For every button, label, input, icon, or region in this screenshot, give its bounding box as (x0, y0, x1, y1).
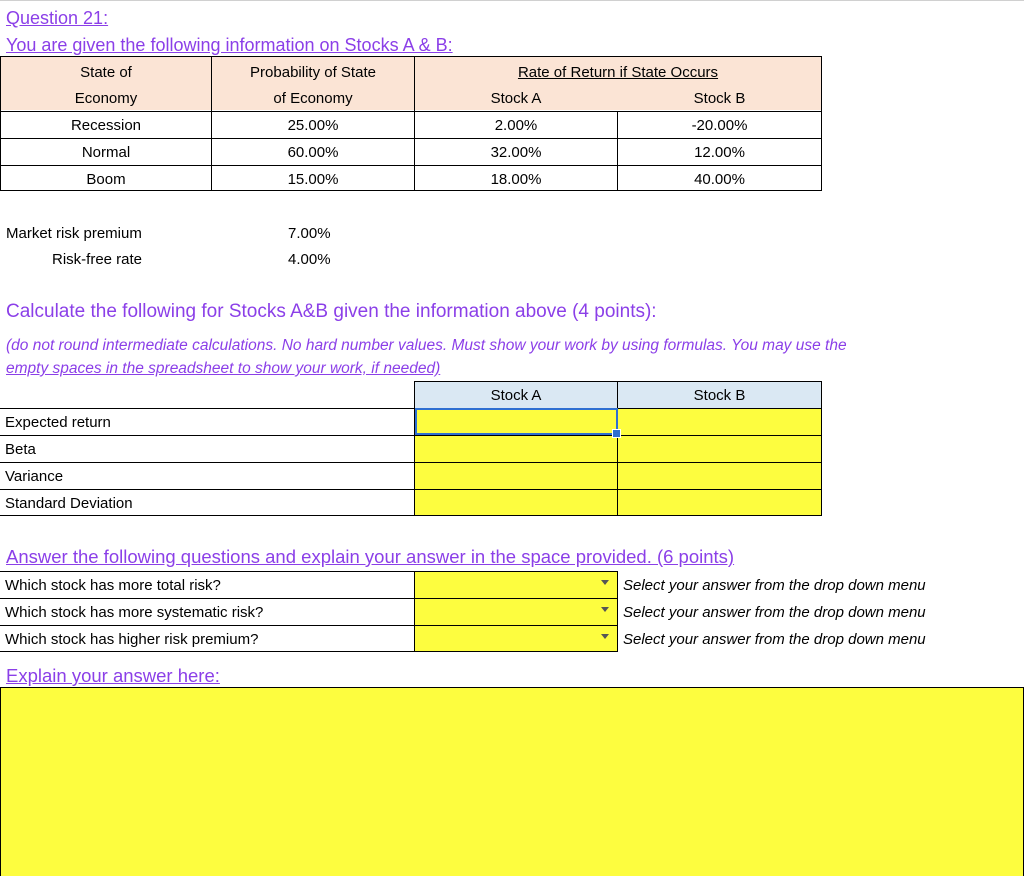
border (617, 571, 618, 652)
answer-dropdown-risk-premium[interactable] (415, 626, 617, 652)
table-cell[interactable]: -20.00% (691, 116, 748, 134)
border (211, 56, 212, 191)
explanation-textarea[interactable] (0, 687, 1024, 876)
border (821, 56, 822, 191)
border (0, 138, 822, 139)
table-cell[interactable]: Normal (81, 143, 131, 161)
border (414, 571, 415, 652)
input-beta-b[interactable] (618, 436, 821, 462)
calc-note-line1: (do not round intermediate calculations. No hard number values. Must show your work by using formulas. You may use the (6, 337, 847, 354)
input-expected-return-b[interactable] (618, 409, 821, 435)
row-label-beta: Beta (5, 440, 36, 458)
border (0, 598, 618, 599)
header-prob-line2: of Economy (273, 89, 353, 107)
header-stock-a: Stock A (490, 89, 542, 107)
header-prob-line1: Probability of State (250, 63, 376, 81)
chevron-down-icon[interactable] (601, 634, 609, 639)
border (0, 571, 618, 572)
rf-value[interactable]: 4.00% (288, 251, 331, 268)
input-std-dev-a[interactable] (415, 490, 617, 516)
fill-handle[interactable] (612, 429, 621, 438)
border (414, 381, 822, 382)
border (0, 165, 822, 166)
calc-note-line2: empty spaces in the spreadsheet to show your work, if needed) (6, 360, 441, 377)
border (821, 381, 822, 516)
table-cell[interactable]: 32.00% (490, 143, 542, 161)
explain-label: Explain your answer here: (6, 665, 220, 686)
border (0, 489, 822, 490)
table-cell[interactable]: 15.00% (287, 170, 339, 188)
questions-heading: Answer the following questions and explain your answer in the space provided. (6 points) (6, 546, 735, 567)
table-cell[interactable]: 40.00% (694, 170, 745, 188)
border (0, 111, 822, 112)
header-rate-text: Rate of Return if State Occurs (517, 63, 719, 81)
border (617, 381, 618, 516)
border (0, 56, 1, 191)
mrp-value[interactable]: 7.00% (288, 225, 331, 242)
question-text: Which stock has higher risk premium? (5, 630, 259, 648)
row-label-variance: Variance (5, 467, 64, 485)
calc-header-stock-a: Stock A (490, 386, 542, 404)
question-text: Which stock has more total risk? (5, 576, 221, 594)
table-cell[interactable]: 25.00% (287, 116, 339, 134)
header-rate (415, 59, 821, 85)
table-cell[interactable]: 2.00% (494, 116, 538, 134)
border (0, 408, 822, 409)
question-text: Which stock has more systematic risk? (5, 603, 264, 621)
row-label-std-dev: Standard Deviation (5, 494, 133, 512)
input-variance-b[interactable] (618, 463, 821, 489)
dropdown-hint: Select your answer from the drop down menu (623, 576, 926, 594)
question-title: Question 21: (6, 8, 109, 28)
calc-header-stock-b: Stock B (693, 386, 746, 404)
table-cell[interactable]: Recession (70, 116, 142, 134)
dropdown-hint: Select your answer from the drop down menu (623, 630, 926, 648)
border (0, 462, 822, 463)
border (414, 381, 415, 516)
border (0, 190, 822, 191)
table-cell[interactable]: 18.00% (490, 170, 542, 188)
header-stock-b: Stock B (693, 89, 746, 107)
chevron-down-icon[interactable] (601, 580, 609, 585)
table-cell[interactable]: 12.00% (694, 143, 745, 161)
border (0, 651, 618, 652)
input-beta-a[interactable] (415, 436, 617, 462)
row-label-expected-return: Expected return (5, 413, 111, 431)
chevron-down-icon[interactable] (601, 607, 609, 612)
mrp-label: Market risk premium (6, 225, 142, 242)
border (0, 435, 822, 436)
header-state-line2: Economy (74, 89, 138, 107)
answer-dropdown-total-risk[interactable] (415, 572, 617, 598)
table-cell[interactable]: Boom (86, 170, 126, 188)
table-cell[interactable]: 60.00% (287, 143, 339, 161)
input-std-dev-b[interactable] (618, 490, 821, 516)
calc-heading: Calculate the following for Stocks A&B given the information above (4 points): (6, 301, 657, 322)
input-variance-a[interactable] (415, 463, 617, 489)
intro-text: You are given the following information on Stocks A & B: (6, 35, 453, 55)
dropdown-hint: Select your answer from the drop down menu (623, 603, 926, 621)
cell-selection (415, 408, 618, 435)
border (617, 111, 618, 191)
header-state-line1: State of (80, 63, 132, 81)
border (414, 56, 415, 191)
border (0, 56, 822, 57)
border (0, 625, 618, 626)
border (0, 515, 822, 516)
answer-dropdown-systematic-risk[interactable] (415, 599, 617, 625)
rf-label: Risk-free rate (52, 251, 143, 268)
